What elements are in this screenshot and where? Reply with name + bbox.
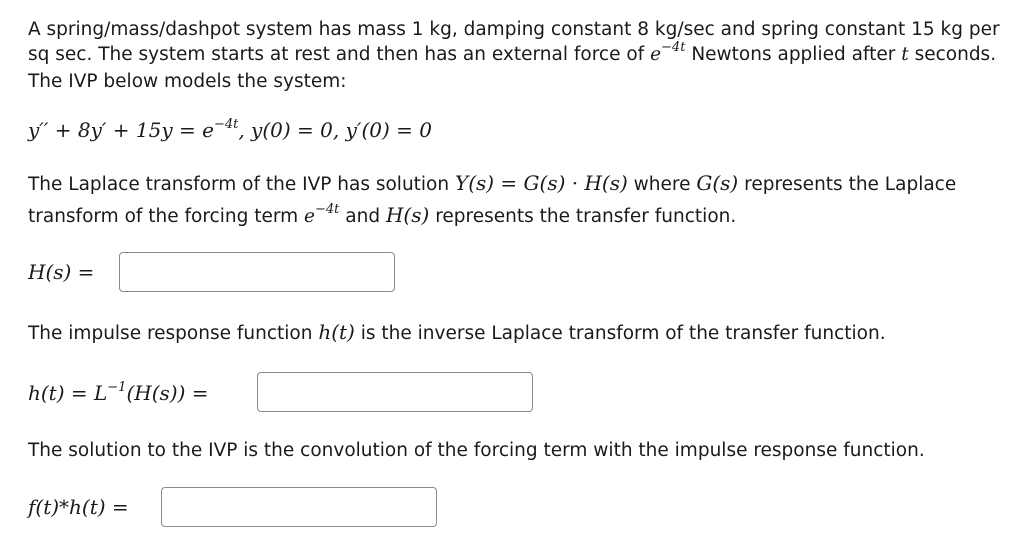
- hs-answer-label: H(s) =: [28, 260, 95, 284]
- impulse-text-2: is the inverse Laplace transform of the transfer function.: [360, 323, 886, 344]
- ht-answer-input[interactable]: [257, 372, 533, 412]
- ivp-lhs: y′′ + 8y′ + 15y = e: [28, 118, 214, 142]
- transfer-function: H(s): [385, 203, 430, 227]
- forcing-term-base: e: [304, 206, 315, 227]
- laplace-text-3: represents the Laplace transform of the forcing term: [28, 174, 957, 227]
- hs-answer-input[interactable]: [119, 252, 395, 292]
- ht-label-a: h(t) = L: [28, 381, 108, 405]
- forcing-base: e: [650, 44, 662, 65]
- laplace-text-1: The Laplace transform of the IVP has solution: [28, 174, 450, 195]
- laplace-text-4: and: [345, 206, 381, 227]
- laplace-text-5: represents the transfer function.: [435, 206, 737, 227]
- ht-label-sup: −1: [107, 380, 127, 395]
- statement-text-2: Newtons applied after: [691, 44, 896, 65]
- problem-statement: [28, 17, 1003, 94]
- convolution-answer-label: f(t)*h(t) =: [28, 495, 129, 519]
- convolution-answer-input[interactable]: [161, 487, 437, 527]
- impulse-response: h(t): [318, 320, 355, 344]
- statement-text-1: A spring/mass/dashpot system has mass 1 kg, damping constant 8 kg/sec and spring constant 15 kg per sq sec. The system starts at rest and then has an external force of: [28, 19, 1000, 65]
- forcing-exponent: −4t: [661, 40, 686, 55]
- impulse-text-1: The impulse response function: [28, 323, 313, 344]
- impulse-description: [28, 318, 1003, 348]
- time-variable: t: [901, 44, 909, 65]
- ht-label-b: (H(s)) =: [126, 381, 209, 405]
- ivp-initial-conditions: , y(0) = 0, y′(0) = 0: [238, 118, 432, 142]
- ivp-exponent: −4t: [213, 117, 239, 132]
- convolution-description: The solution to the IVP is the convolution of the forcing term with the impulse response function.: [28, 440, 925, 461]
- ht-answer-label: [28, 379, 208, 411]
- ivp-equation: [28, 116, 432, 148]
- forcing-transform: G(s): [696, 171, 739, 195]
- solution-transform: Y(s) = G(s) · H(s): [455, 171, 628, 195]
- laplace-text-2: where: [633, 174, 691, 195]
- forcing-term-exponent: −4t: [315, 202, 340, 217]
- statement-text-3: seconds. The IVP below models the system:: [28, 44, 997, 92]
- laplace-description: [28, 168, 1003, 234]
